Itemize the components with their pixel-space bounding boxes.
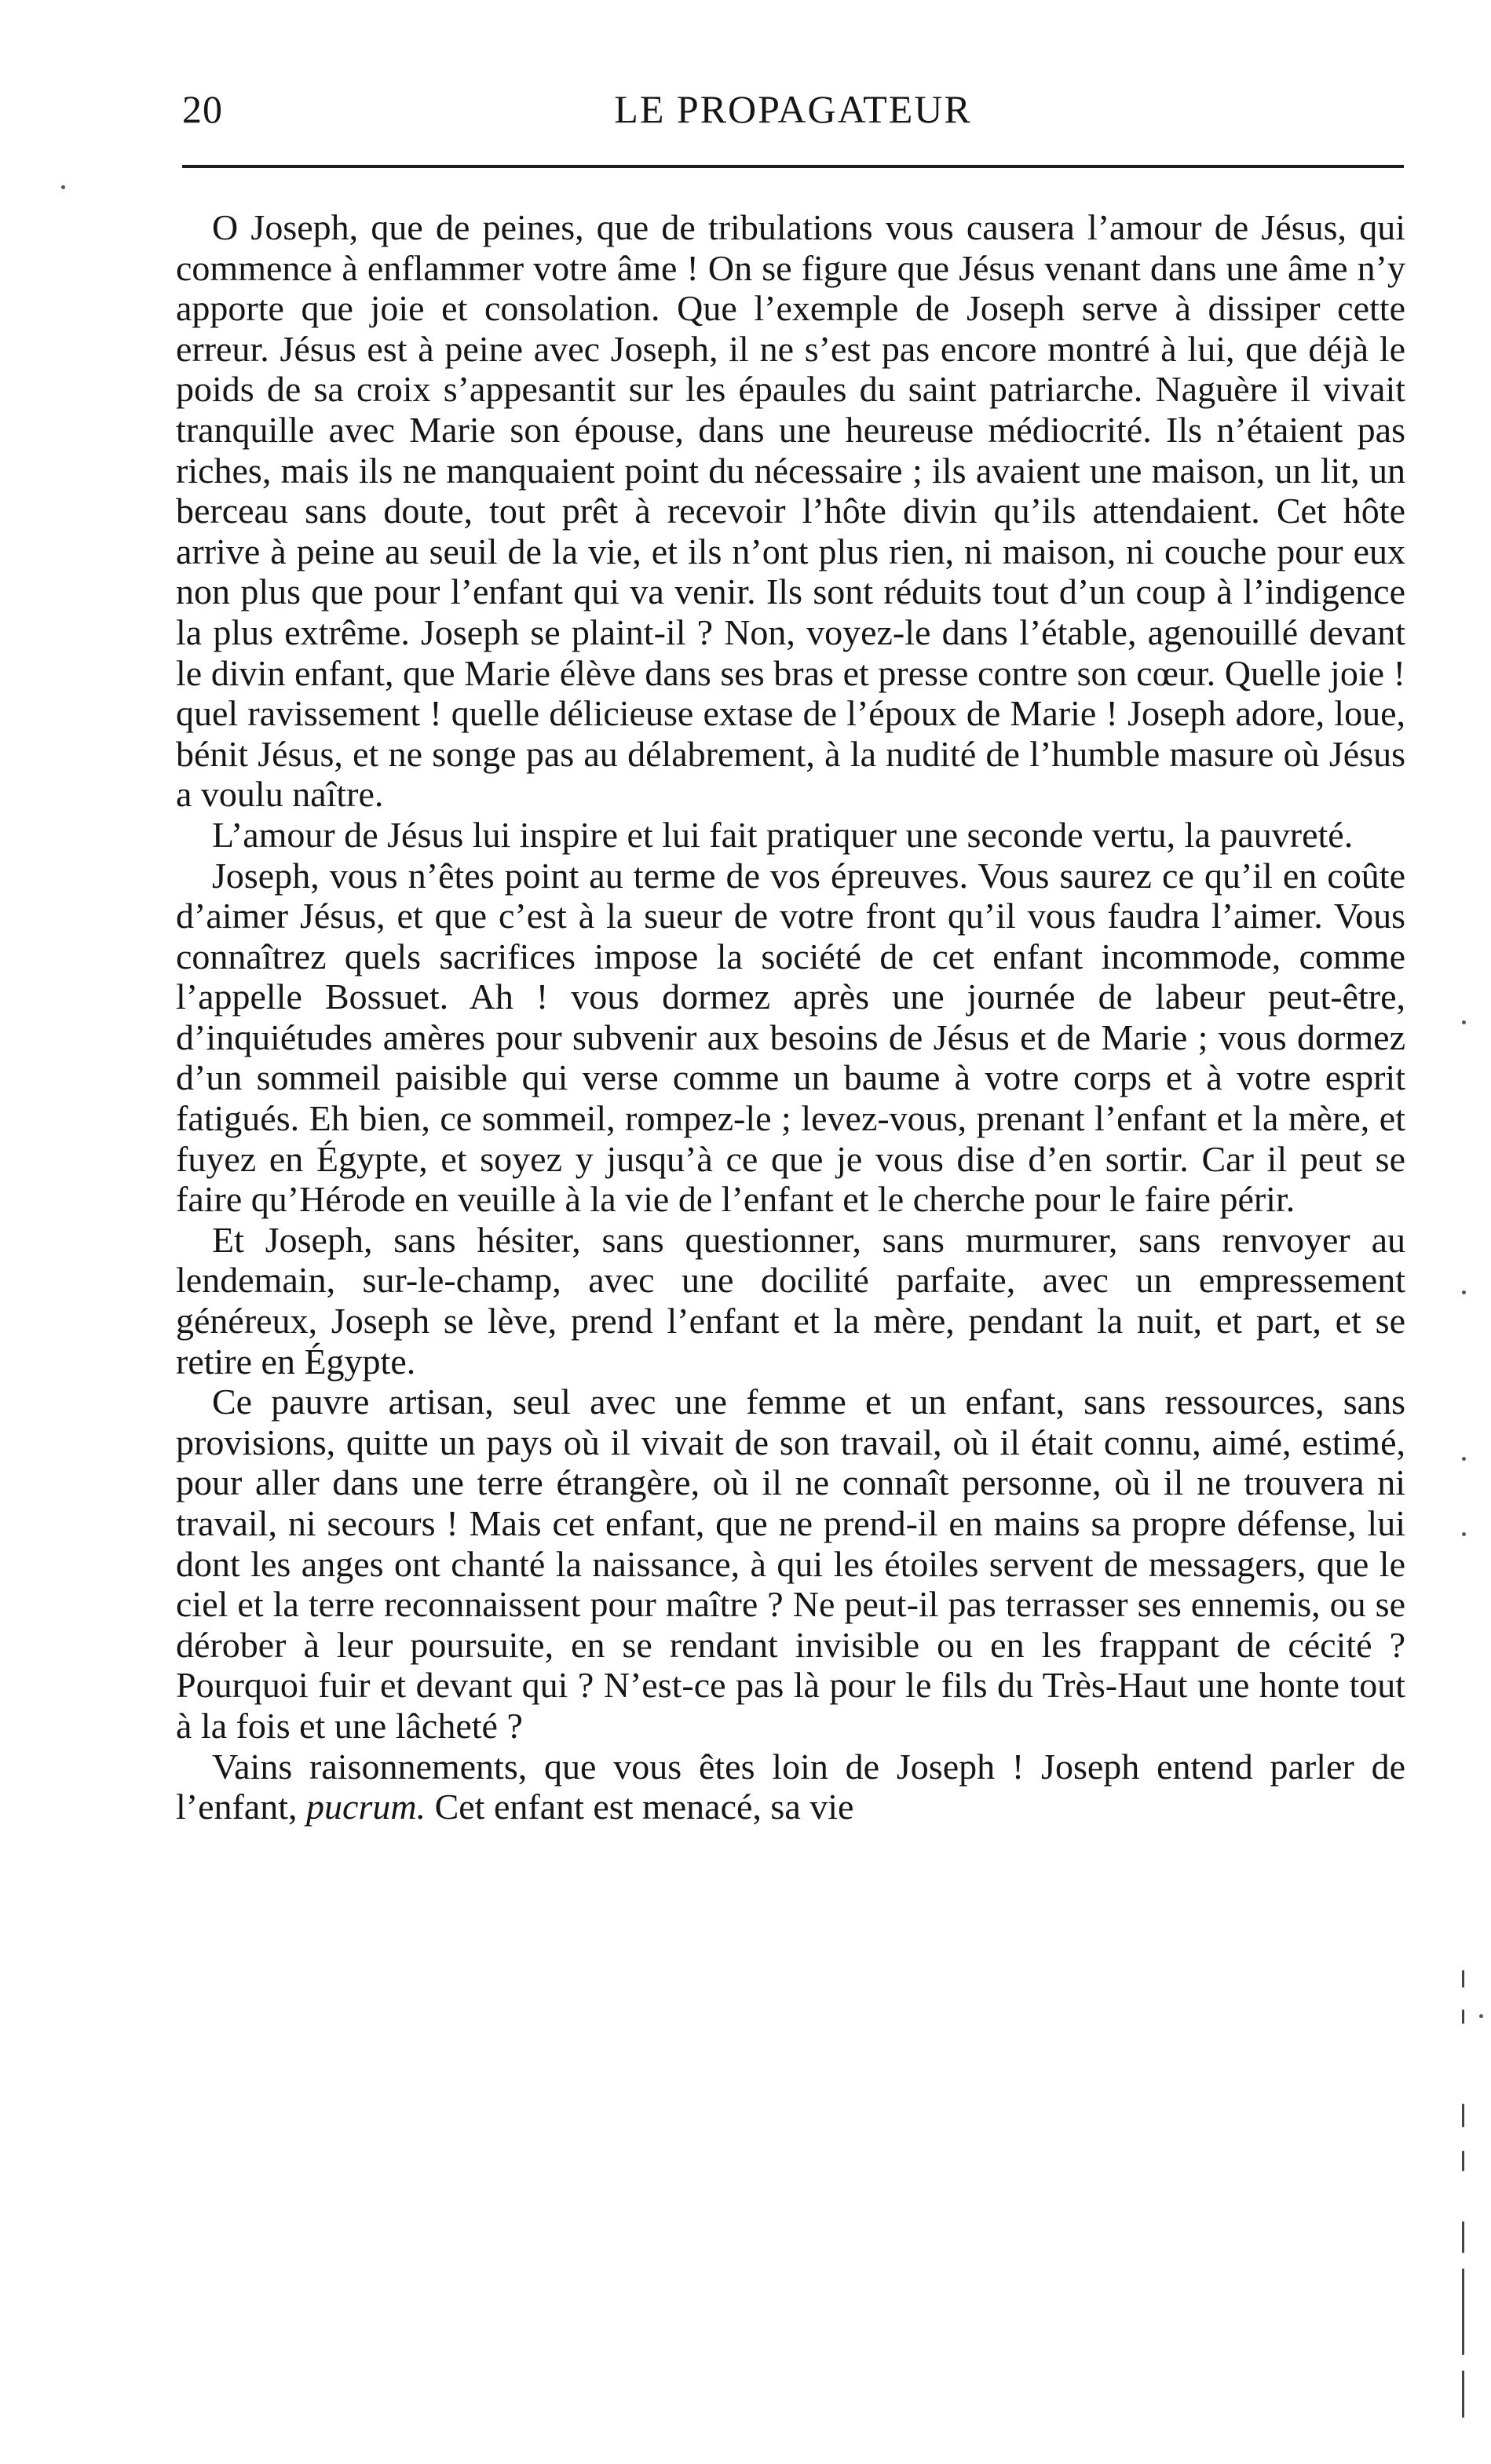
- scan-speck: [1479, 2014, 1483, 2018]
- paragraph-text: Vains raisonnements, que vous êtes loin de Joseph ! Joseph entend parler de l’enfant,: [176, 1746, 1405, 1827]
- running-title: LE PROPAGATEUR: [614, 87, 972, 131]
- paragraph: Et Joseph, sans hésiter, sans questionner, sans murmurer, sans renvoyer au lendemain, sur-le-champ, avec une docilité parfaite, avec un empressement généreux, Joseph se lève, prend l’enfant et la mère, pendant la nuit, et part, et se retire en Égypte.: [176, 1219, 1405, 1382]
- scan-speck: [1462, 1532, 1466, 1536]
- scan-speck: [61, 185, 65, 189]
- scan-speck: [1462, 1457, 1466, 1461]
- scan-speck: [1462, 1290, 1466, 1294]
- paragraph-last: [176, 1747, 1405, 1827]
- margin-mark: [1462, 2221, 1464, 2253]
- page-header: [182, 78, 1404, 141]
- paragraph: Ce pauvre artisan, seul avec une femme et un enfant, sans ressources, sans provisions, quitte un pays où il vivait de son travail, où il était connu, aimé, estimé, pour aller dans une terre étrangère, où il ne connaît personne, où il ne trouvera ni travail, ni secours ! Mais cet enfant, que ne prend-il en mains sa propre défense, lui dont les anges ont chanté la naissance, à qui les étoiles servent de messagers, que le ciel et la terre reconnaissent pour maître ? Ne peut-il pas terrasser ses ennemis, ou se dérober à leur poursuite, en se rendant invisible ou en les frappant de cécité ? Pourquoi fuir et devant qui ? N’est-ce pas là pour le fils du Très-Haut une honte tout à la fois et une lâcheté ?: [176, 1382, 1405, 1746]
- margin-mark: [1462, 2010, 1464, 2024]
- body-text: [176, 207, 1405, 1827]
- paragraph: O Joseph, que de peines, que de tribulations vous causera l’amour de Jésus, qui commence à enflammer votre âme ! On se figure que Jésus venant dans une âme n’y apporte que joie et consolation. Que l’exemple de Joseph serve à dissiper cette erreur. Jésus est à peine avec Joseph, il ne s’est pas encore montré à lui, que déjà le poids de sa croix s’appesantit sur les épaules du saint patriarche. Naguère il vivait tranquille avec Marie son épouse, dans une heureuse médiocrité. Ils n’étaient pas riches, mais ils ne manquaient point du nécessaire ; ils avaient une maison, un lit, un berceau sans doute, tout prêt à recevoir l’hôte divin qu’ils attendaient. Cet hôte arrive à peine au seuil de la vie, et ils n’ont plus rien, ni maison, ni couche pour eux non plus que pour l’enfant qui va venir. Ils sont réduits tout d’un coup à l’indigence la plus extrême. Joseph se plaint-il ? Non, voyez-le dans l’étable, agenouillé devant le divin enfant, que Marie élève dans ses bras et presse contre son cœur. Quelle joie ! quel ravissement ! quelle délicieuse extase de l’époux de Marie ! Joseph adore, loue, bénit Jésus, et ne songe pas au délabrement, à la nudité de l’humble masure où Jésus a voulu naître.: [176, 207, 1405, 815]
- margin-mark: [1462, 2269, 1464, 2355]
- margin-mark: [1462, 2151, 1464, 2171]
- header-rule: [182, 165, 1404, 168]
- paragraph: L’amour de Jésus lui inspire et lui fait pratiquer une seconde vertu, la pauvreté.: [212, 814, 1354, 855]
- page-number: 20: [182, 87, 223, 131]
- margin-mark: [1462, 1970, 1464, 1988]
- scan-speck: [1462, 1020, 1466, 1024]
- margin-mark: [1462, 2104, 1464, 2127]
- margin-mark: [1462, 2371, 1464, 2418]
- italic-word: pucrum.: [306, 1787, 426, 1827]
- paragraph-text: Cet enfant est menacé, sa vie: [426, 1787, 854, 1827]
- paragraph: Joseph, vous n’êtes point au terme de vos épreuves. Vous saurez ce qu’il en coûte d’aimer Jésus, et que c’est à la sueur de votre front qu’il vous faudra l’aimer. Vous connaîtrez quels sacrifices impose la société de cet enfant incommode, comme l’appelle Bossuet. Ah ! vous dormez après une journée de labeur peut-être, d’inquiétudes amères pour subvenir aux besoins de Jésus et de Marie ; vous dormez d’un sommeil paisible qui verse comme un baume à votre corps et à votre esprit fatigués. Eh bien, ce sommeil, rompez-le ; levez-vous, prenant l’enfant et la mère, et fuyez en Égypte, et soyez y jusqu’à ce que je vous dise d’en sortir. Car il peut se faire qu’Hérode en veuille à la vie de l’enfant et le cherche pour le faire périr.: [176, 855, 1405, 1220]
